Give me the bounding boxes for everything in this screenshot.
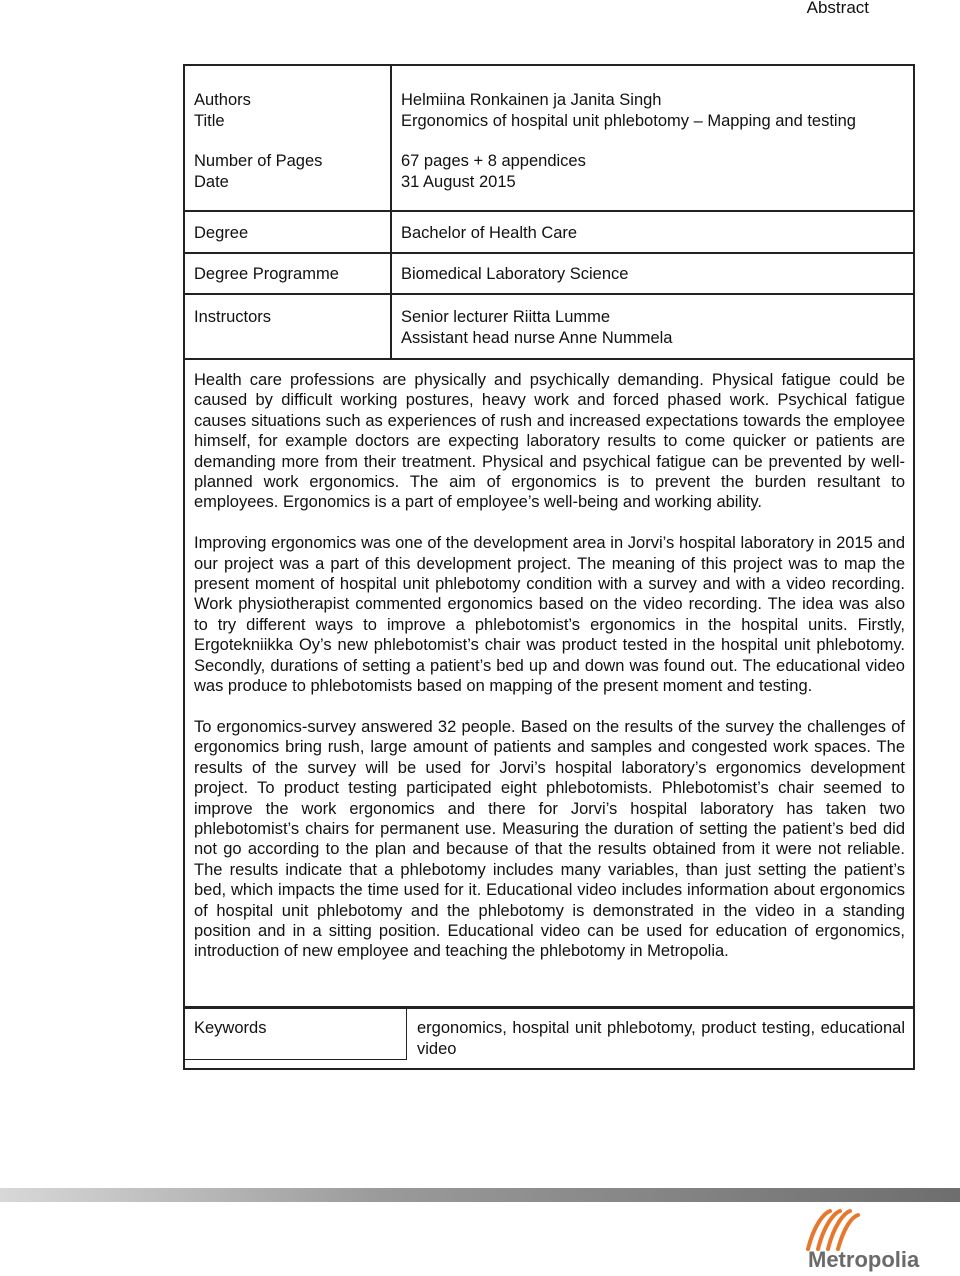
pages-value: 67 pages + 8 appendices bbox=[401, 152, 586, 170]
value-spacer bbox=[401, 131, 913, 151]
authors-label: Authors bbox=[194, 91, 251, 109]
abstract-body bbox=[185, 360, 913, 1008]
authors-value: Helmiina Ronkainen ja Janita Singh bbox=[401, 91, 662, 109]
degree-value: Bachelor of Health Care bbox=[401, 224, 578, 242]
author-info-values bbox=[392, 66, 913, 210]
author-info-labels bbox=[185, 66, 392, 210]
instructor-1: Senior lecturer Riitta Lumme bbox=[401, 308, 611, 326]
footer-bar bbox=[0, 1188, 960, 1202]
degree-row bbox=[185, 212, 913, 254]
title-value: Ergonomics of hospital unit phlebotomy – Mapping and testing bbox=[401, 111, 856, 130]
page-header-abstract: Abstract bbox=[806, 0, 869, 17]
author-info-row bbox=[185, 66, 913, 212]
pages-label: Number of Pages bbox=[194, 152, 323, 170]
programme-row bbox=[185, 254, 913, 295]
keywords-label: Keywords bbox=[185, 1008, 407, 1060]
instructors-row bbox=[185, 295, 913, 360]
programme-label: Degree Programme bbox=[185, 254, 392, 293]
programme-value: Biomedical Laboratory Science bbox=[401, 265, 629, 283]
metropolia-logo-text: Metropolia bbox=[808, 1247, 920, 1272]
date-value: 31 August 2015 bbox=[401, 172, 516, 191]
instructors-label: Instructors bbox=[185, 295, 392, 358]
abstract-table bbox=[183, 64, 915, 1070]
instructor-2: Assistant head nurse Anne Nummela bbox=[401, 328, 673, 347]
title-label: Title bbox=[194, 111, 225, 130]
degree-label: Degree bbox=[185, 212, 392, 252]
instructors-value bbox=[392, 295, 913, 358]
date-label: Date bbox=[194, 172, 229, 191]
abstract-paragraph-2: Improving ergonomics was one of the development area in Jorvi’s hospital laboratory in 2015 and our project was a part of this development project. The meaning of this project was to map the present moment of hospital unit phlebotomy condition with a survey and with a video recording. Work physiotherapist commented ergonomics based on the video recording. The idea was also to try different ways to improve a phlebotomist’s ergonomics in the hospital units. Firstly, Ergotekniikka Oy’s new phlebotomist’s chair was product tested in the hospital unit phlebotomy. Secondly, durations of setting a patient’s bed up and down was found out. The educational video was produce to phlebotomists based on mapping of the present moment and testing. bbox=[194, 534, 905, 696]
abstract-paragraph-3: To ergonomics-survey answered 32 people. Based on the results of the survey the challenges of ergonomics bring rush, large amount of patients and samples and congested work spaces. The results of the survey will be used for Jorvi’s hospital laboratory’s ergonomics development project. To product testing participated eight phlebotomists. Phlebotomist’s chair seemed to improve the work ergonomics and there for Jorvi’s hospital laboratory has taken two phlebotomist’s chairs for permanent use. Measuring the duration of setting the patient’s bed did not go according to the plan and because of that the results obtained from it were not reliable. The results indicate that a phlebotomy includes many variables, than just setting the patient’s bed, which impacts the time used for it. Educational video includes information about ergonomics of hospital unit phlebotomy and the phlebotomy is demonstrated in the video in a standing position and in a sitting position. Educational video can be used for education of ergonomics, introduction of new employee and teaching the phlebotomy in Metropolia. bbox=[194, 717, 905, 961]
keywords-row bbox=[185, 1008, 913, 1068]
abstract-paragraph-1: Health care professions are physically and psychically demanding. Physical fatigue could be caused by difficult working postures, heavy work and forced phased work. Psychical fatigue causes situations such as experiences of rush and increased expectations towards the employee himself, for example doctors are expecting laboratory results to come quicker or patients are demanding more from their treatment. Physical and psychical fatigue can be prevented by well-planned work ergonomics. The aim of ergonomics is to prevent the burden resultant to employees. Ergonomics is a part of employee’s well-being and working ability. bbox=[194, 371, 905, 512]
label-spacer bbox=[194, 131, 390, 151]
keywords-value: ergonomics, hospital unit phlebotomy, product testing, educational video bbox=[407, 1008, 913, 1068]
